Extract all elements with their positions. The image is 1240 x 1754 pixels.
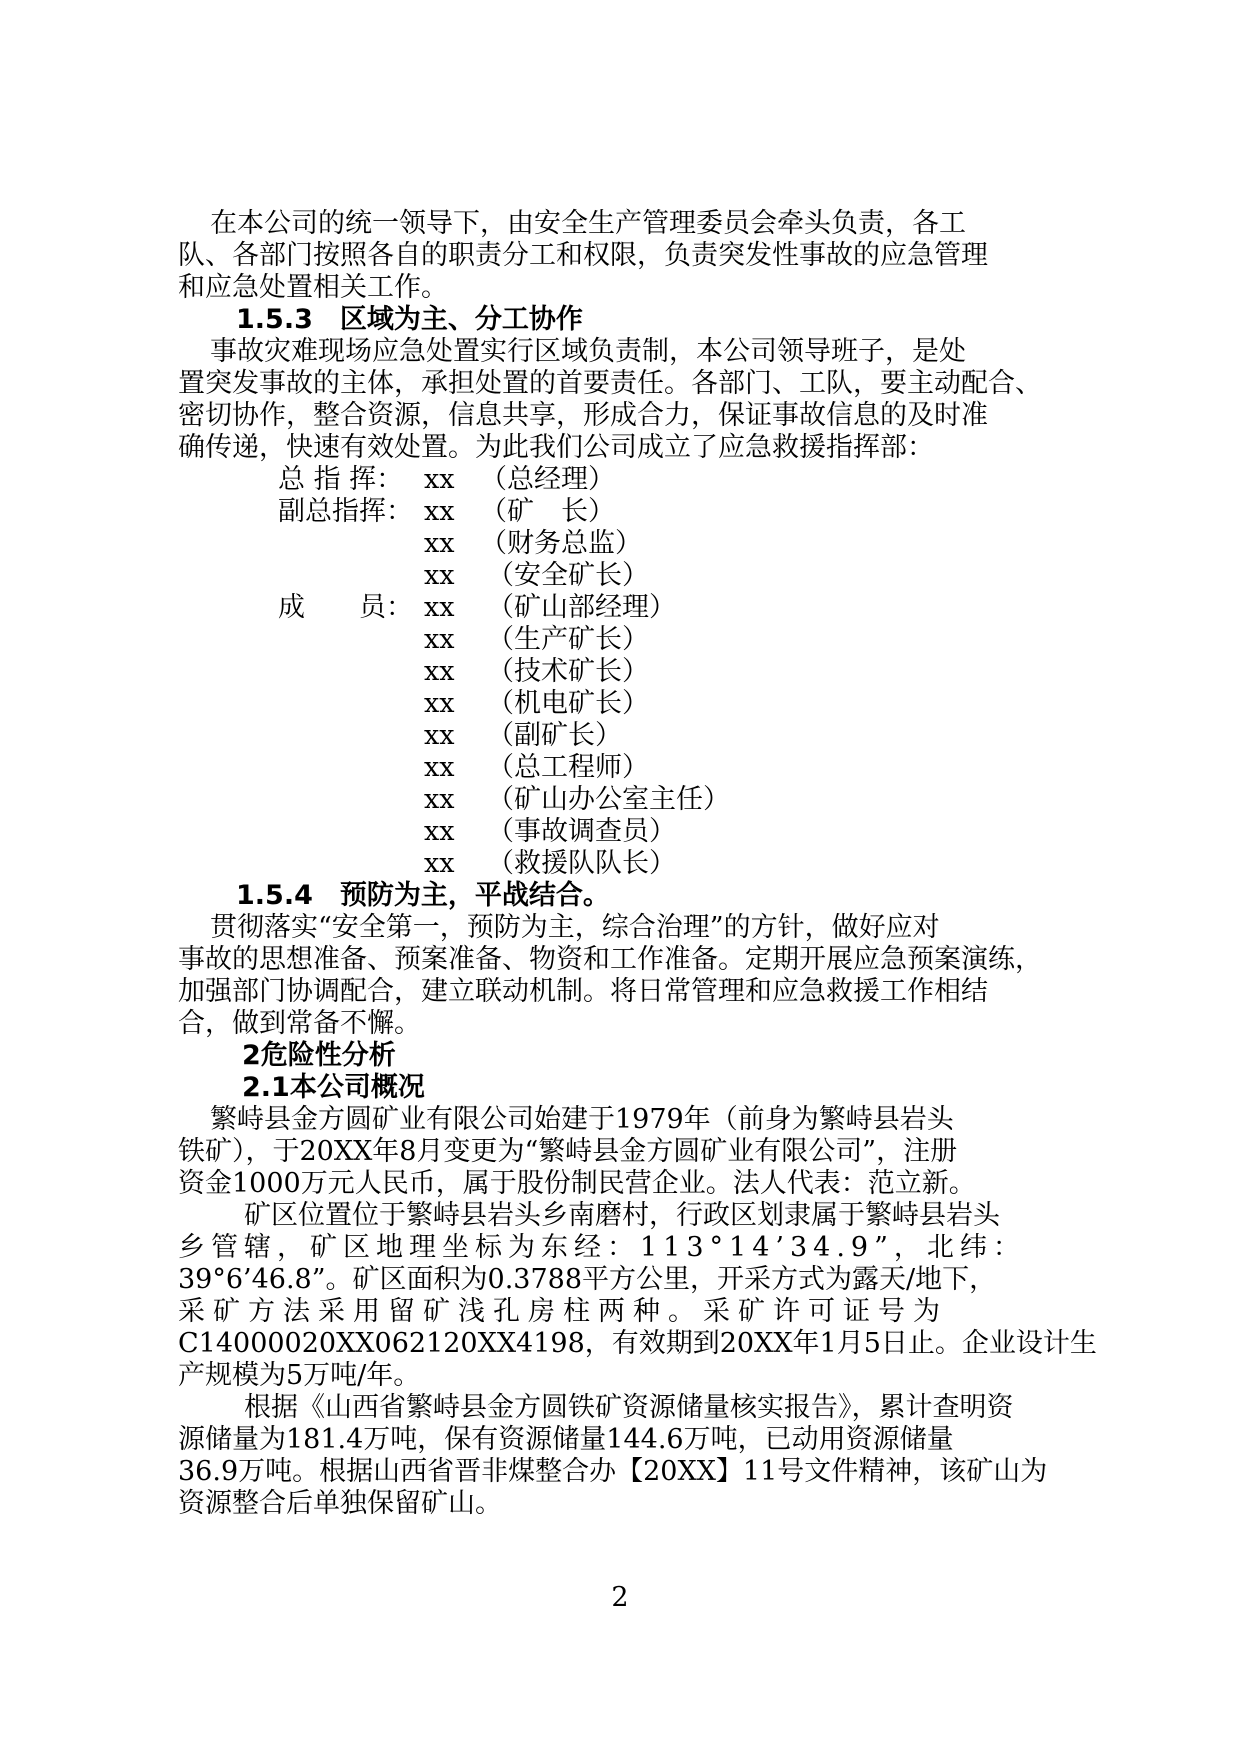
para-21b-line: 39°6’46.8”。矿区面积为0.3788平方公里，开采方式为露天/地下， <box>178 1264 997 1295</box>
para-21a-line: 繁峙县金方圆矿业有限公司始建于1979年（前身为繁峙县岩头 <box>210 1104 954 1135</box>
roster-title: （财务总监） <box>480 528 642 559</box>
roster-name: xx <box>424 496 455 527</box>
roster-name: xx <box>424 592 455 623</box>
section-heading-2: 2危险性分析 <box>242 1040 396 1071</box>
para-21b-line: 矿区位置位于繁峙县岩头乡南磨村，行政区划隶属于繁峙县岩头 <box>244 1200 1000 1231</box>
section-heading-1-5-4: 1.5.4 预防为主，平战结合。 <box>236 880 610 911</box>
para-21c-line: 源储量为181.4万吨，保有资源储量144.6万吨，已动用资源储量 <box>178 1424 954 1455</box>
para-intro-line: 和应急处置相关工作。 <box>178 272 448 303</box>
para-21b-line: 产规模为5万吨/年。 <box>178 1360 421 1391</box>
para-intro-line: 队、各部门按照各自的职责分工和权限，负责突发性事故的应急管理 <box>178 240 988 271</box>
para-21b-line: C14000020XX062120XX4198，有效期到20XX年1月5日止。企业设计生 <box>178 1328 1097 1359</box>
roster-title: （技术矿长） <box>487 656 649 687</box>
roster-name: xx <box>424 752 455 783</box>
para-21a-line: 资金1000万元人民币，属于股份制民营企业。法人代表：范立新。 <box>178 1168 976 1199</box>
roster-name: xx <box>424 464 455 495</box>
roster-name: xx <box>424 688 455 719</box>
para-21b-line: 乡管辖，矿区地理坐标为东经：113°14’34.9”，北纬： <box>178 1232 1026 1263</box>
roster-role: 成 员： <box>278 592 413 623</box>
roster-name: xx <box>424 528 455 559</box>
roster-title: （矿 长） <box>480 496 615 527</box>
page-number: 2 <box>611 1582 629 1613</box>
roster-title: （安全矿长） <box>487 560 649 591</box>
roster-name: xx <box>424 560 455 591</box>
roster-title: （副矿长） <box>487 720 622 751</box>
para-154-line: 加强部门协调配合，建立联动机制。将日常管理和应急救援工作相结 <box>178 976 988 1007</box>
roster-title: （总工程师） <box>487 752 649 783</box>
roster-role: 总 指 挥： <box>278 464 404 495</box>
roster-name: xx <box>424 720 455 751</box>
roster-title: （矿山部经理） <box>487 592 676 623</box>
para-153-line: 确传递，快速有效处置。为此我们公司成立了应急救援指挥部： <box>178 432 934 463</box>
roster-title: （生产矿长） <box>487 624 649 655</box>
roster-name: xx <box>424 656 455 687</box>
para-154-line: 合，做到常备不懈。 <box>178 1008 421 1039</box>
para-21a-line: 铁矿），于20XX年8月变更为“繁峙县金方圆矿业有限公司”，注册 <box>178 1136 958 1167</box>
roster-title: （事故调查员） <box>487 816 676 847</box>
roster-title: （机电矿长） <box>487 688 649 719</box>
section-heading-1-5-3: 1.5.3 区域为主、分工协作 <box>236 304 583 335</box>
para-154-line: 贯彻落实“安全第一，预防为主，综合治理”的方针，做好应对 <box>210 912 940 943</box>
roster-name: xx <box>424 784 455 815</box>
para-21c-line: 根据《山西省繁峙县金方圆铁矿资源储量核实报告》，累计查明资 <box>244 1392 1014 1423</box>
roster-name: xx <box>424 848 455 879</box>
para-154-line: 事故的思想准备、预案准备、物资和工作准备。定期开展应急预案演练， <box>178 944 1042 975</box>
para-153-line: 置突发事故的主体，承担处置的首要责任。各部门、工队，要主动配合、 <box>178 368 1042 399</box>
para-21c-line: 36.9万吨。根据山西省晋非煤整合办【20XX】11号文件精神，该矿山为 <box>178 1456 1048 1487</box>
section-heading-2-1: 2.1本公司概况 <box>242 1072 425 1103</box>
roster-title: （救援队队长） <box>487 848 676 879</box>
roster-name: xx <box>424 816 455 847</box>
para-intro-line: 在本公司的统一领导下，由安全生产管理委员会牵头负责，各工 <box>210 208 966 239</box>
para-21c-line: 资源整合后单独保留矿山。 <box>178 1488 502 1519</box>
roster-title: （总经理） <box>480 464 615 495</box>
roster-title: （矿山办公室主任） <box>487 784 730 815</box>
roster-role: 副总指挥： <box>278 496 413 527</box>
para-153-line: 事故灾难现场应急处置实行区域负责制，本公司领导班子，是处 <box>210 336 966 367</box>
roster-name: xx <box>424 624 455 655</box>
para-153-line: 密切协作，整合资源，信息共享，形成合力，保证事故信息的及时准 <box>178 400 988 431</box>
para-21b-line: 采矿方法采用留矿浅孔房柱两种。采矿许可证号为 <box>178 1296 948 1327</box>
